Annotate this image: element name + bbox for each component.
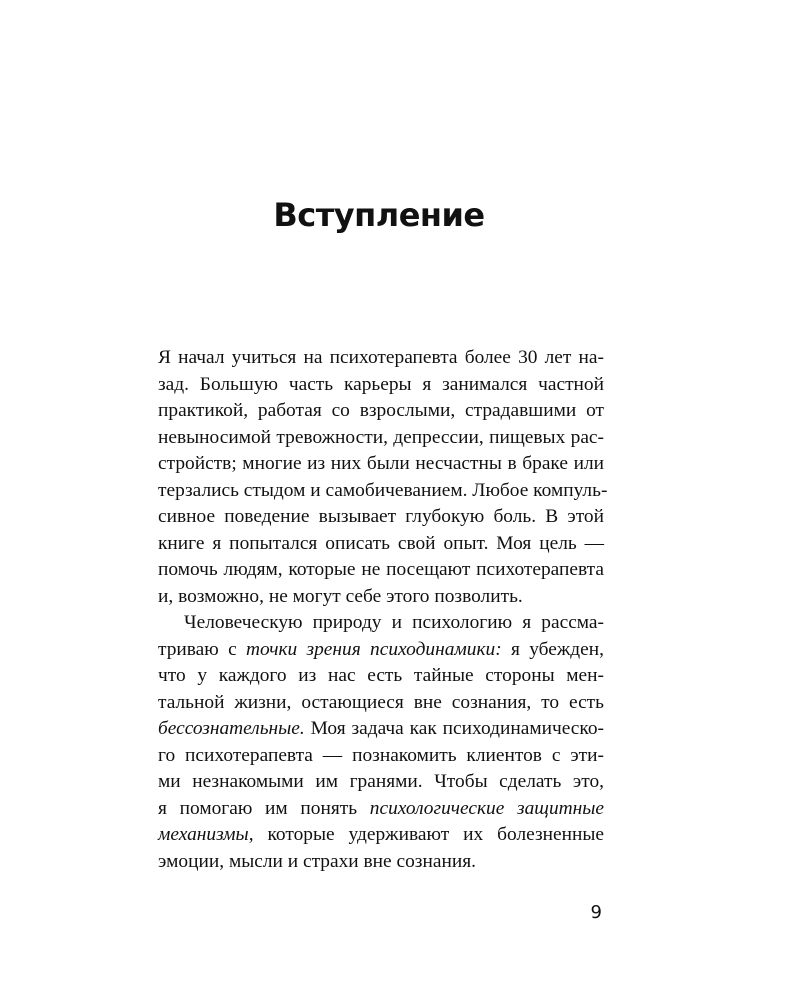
text-segment: эмоции, мысли и страхи вне сознания. [158,850,476,872]
page-number: 9 [590,902,602,923]
text-line [158,822,604,849]
body-text [158,345,608,875]
text-line [158,398,604,425]
text-line [158,372,604,399]
text-line [158,796,604,823]
italic-term: бессознательные. [158,718,305,739]
text-line [158,743,604,770]
text-segment: ми незнакомыми им гранями. Чтобы сделать это, [158,771,604,792]
text-line [158,663,604,690]
text-segment: тальной жизни, остающиеся вне сознания, то есть [158,691,604,713]
text-line [158,716,604,743]
text-segment: практикой, работая со взрослыми, страдавшими от [158,400,604,421]
text-line [158,769,604,796]
italic-term: психологические защитные [369,797,604,819]
text-segment: я помогаю им понять [158,797,370,819]
text-line [158,610,604,637]
text-line [158,345,604,372]
text-segment: триваю с [158,638,246,660]
text-line [158,584,604,611]
text-segment: и, возможно, не могут себе этого позволить. [158,585,523,607]
text-line [158,637,604,664]
text-line [158,690,604,717]
text-line [158,557,604,584]
text-segment: го психотерапевта — познакомить клиентов с эти- [158,744,604,766]
text-segment: стройств; многие из них были несчастны в браке или [158,453,604,474]
text-segment: терзались стыдом и самобичеванием. Любое компуль- [158,479,608,501]
text-segment: помочь людям, которые не посещают психотерапевта [158,559,604,580]
text-segment: невыносимой тревожности, депрессии, пищевых рас- [158,426,604,448]
chapter-title: Вступление [273,196,485,234]
paragraph [158,610,604,875]
text-line [158,531,604,558]
paragraph [158,345,608,610]
text-segment: сивное поведение вызывает глубокую боль. В этой [158,506,604,527]
text-segment: , которые удерживают их болезненные [248,824,604,845]
text-line [158,478,608,505]
italic-term: точки зрения психодинамики: [246,638,502,660]
text-line [158,451,604,478]
text-line [158,849,604,876]
text-line [158,504,604,531]
text-segment: что у каждого из нас есть тайные стороны мен- [158,665,604,686]
text-segment: книге я попытался описать свой опыт. Моя цель — [158,532,604,554]
text-line [158,425,604,452]
text-segment: Человеческую природу и психологию я рассма- [184,612,604,633]
text-segment: Моя задача как психодинамическо- [304,718,604,739]
italic-term: механизмы [158,824,249,845]
text-segment: я убежден, [501,638,604,660]
text-segment: Я начал учиться на психотерапевта более 30 лет на- [158,347,604,368]
text-segment: зад. Большую часть карьеры я занимался частной [158,373,604,395]
